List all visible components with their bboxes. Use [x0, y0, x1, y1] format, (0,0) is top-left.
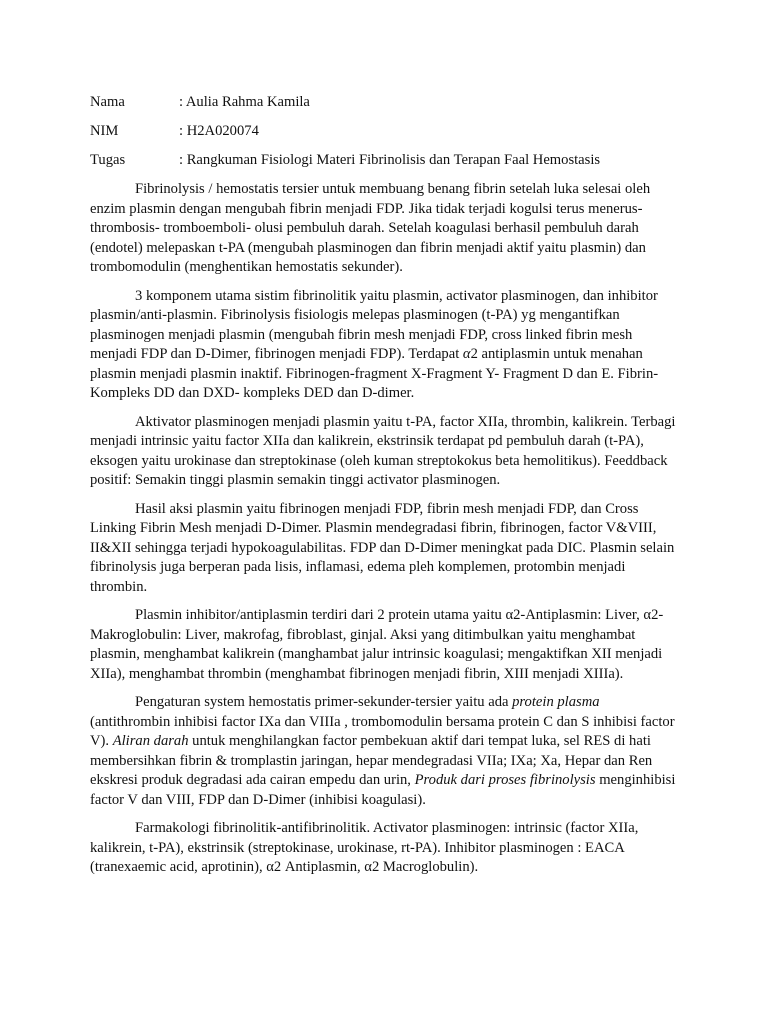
italic-text-run: α — [462, 346, 471, 363]
text-run: menginhibisi factor V dan VIII, FDP dan D-Dimer (inhibisi koagulasi). — [90, 772, 676, 808]
tugas-value: : Rangkuman Fisiologi Materi Fibrinolisis dan Terapan Faal Hemostasis — [179, 152, 601, 169]
paragraph — [90, 500, 680, 598]
text-run: 2 antiplasmin untuk menahan plasmin menjadi plasmin inaktif. Fibrinogen-fragment X-Fragment Y- Fragment D dan E. Fibrin-Kompleks DD dan DXD- kompleks DED dan D-dimer. — [90, 346, 659, 402]
text-run: Aktivator plasminogen menjadi plasmin yaitu t-PA, factor XIIa, thrombin, kalikrein. Terbagi menjadi intrinsic yaitu factor XIIa dan kalikrein, ekstrinsik terdapat pd pembuluh darah (t-PA), eksogen yaitu urokinase dan streptokinase (oleh kuman streptokokus beta hemolitikus). Feeddback positif: Semakin tinggi plasmin semakin tinggi activator plasminogen. — [90, 413, 676, 489]
body-text — [90, 180, 680, 878]
paragraph — [90, 819, 680, 878]
paragraph — [90, 180, 680, 278]
paragraph — [90, 606, 680, 684]
text-run: Pengaturan system hemostatis primer-sekunder-tersier yaitu ada — [135, 694, 513, 711]
text-run: (antithrombin inhibisi factor IXa dan VIIIa , trombomodulin bersama protein C dan S inhibisi factor V). — [90, 713, 675, 750]
nama-row — [90, 93, 680, 113]
nama-value: : Aulia Rahma Kamila — [179, 94, 310, 110]
document-page — [90, 93, 680, 887]
text-run: untuk menghilangkan factor pembekuan aktif dari tempat luka, sel RES di hati membersihkan fibrin & tromplastin jaringan, hepar mendegradasi VIIa; IXa; Xa, Hepar dan Ren ekskresi produk degradasi ada cairan empedu dan urin, — [90, 733, 653, 789]
paragraph — [90, 413, 680, 491]
tugas-label: Tugas — [90, 152, 126, 169]
italic-text-run: Produk dari proses fibrinolysis — [414, 772, 596, 789]
text-run: Farmakologi fibrinolitik-antifibrinolitik. Activator plasminogen: intrinsic (factor XIIa, kalikrein, t-PA), ekstrinsik (streptokinase, urokinase, rt-PA). Inhibitor plasminogen : EACA (tranexaemic acid, aprotinin), α2 Antiplasmin, α2 Macroglobulin). — [90, 820, 639, 876]
italic-text-run: Aliran darah — [112, 733, 189, 750]
text-run: Hasil aksi plasmin yaitu fibrinogen menjadi FDP, fibrin mesh menjadi FDP, dan Cross Linking Fibrin Mesh menjadi D-Dimer. Plasmin mendegradasi fibrin, fibrinogen, factor V&VIII, II&XII sehingga terjadi hypokoagulabilitas. FDP dan D-Dimer meningkat pada DIC. Plasmin selain fibrinolysis juga berperan pada lisis, inflamasi, edema pleh komplemen, protombin menjadi thrombin. — [90, 500, 675, 595]
text-run: Plasmin inhibitor/antiplasmin terdiri dari 2 protein utama yaitu α2-Antiplasmin: Liver, α2-Makroglobulin: Liver, makrofag, fibroblast, ginjal. Aksi yang ditimbulkan yaitu menghambat plasmin, menghambat kalikrein (manghambat jalur intrinsic koagulasi; mengaktifkan XII menjadi XIIa), menghambat thrombin (menghambat fibrinogen menjadi fibrin, XIII menjadi XIIIa). — [90, 607, 664, 682]
text-run: Fibrinolysis / hemostatis tersier untuk membuang benang fibrin setelah luka selesai oleh enzim plasmin dengan mengubah fibrin menjadi FDP. Jika tidak terjadi kogulsi terus menerus-thrombosis- tromboemboli- olusi pembuluh darah. Setelah koagulasi berhasil pembuluh darah (endotel) melepaskan t-PA (mengubah plasminogen dan fibrin menjadi aktif yaitu plasmin) dan trombomodulin (menghentikan hemostatis sekunder). — [90, 181, 651, 276]
nama-label: Nama — [90, 94, 125, 110]
italic-text-run: protein plasma — [512, 694, 600, 711]
paragraph — [90, 693, 680, 810]
paragraph — [90, 287, 680, 404]
nim-label: NIM — [90, 123, 119, 140]
nim-value: : H2A020074 — [179, 123, 259, 140]
tugas-row — [90, 151, 680, 171]
nim-row — [90, 122, 680, 142]
text-run: 3 komponem utama sistim fibrinolitik yaitu plasmin, activator plasminogen, dan inhibitor plasmin/anti-plasmin. Fibrinolysis fisiologis melepas plasminogen (t-PA) yg mengantifkan plasminogen menjadi plasmin (mengubah fibrin mesh menjadi FDP, cross linked fibrin mesh menjadi FDP dan D-Dimer, fibrinogen menjadi FDP). Terdapat — [90, 287, 658, 363]
